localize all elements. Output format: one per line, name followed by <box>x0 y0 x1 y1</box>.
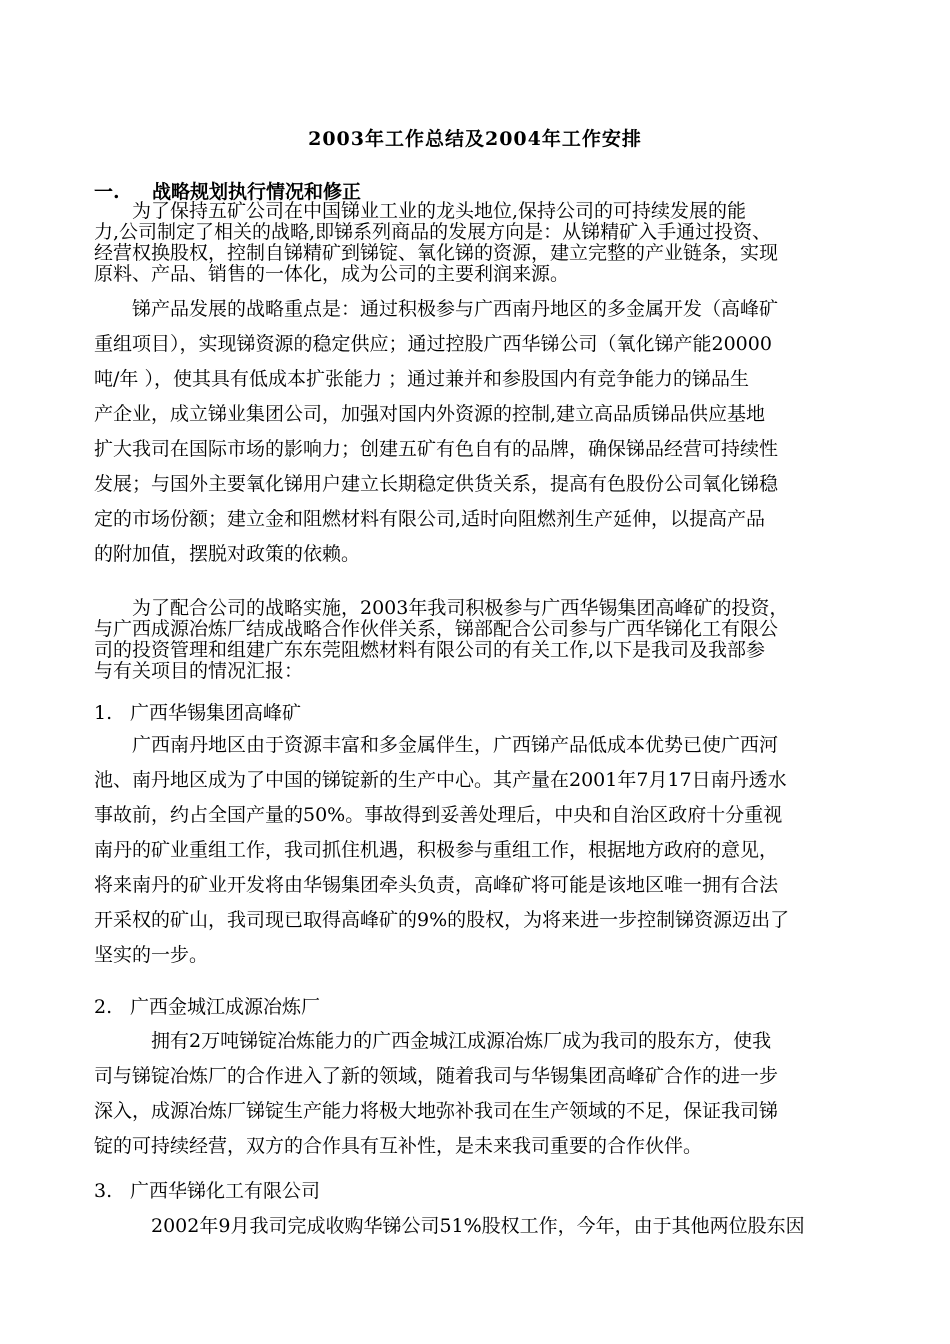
paragraph-strategy-intro <box>94 201 906 285</box>
text-line: 原料、产品、销售的一体化，成为公司的主要利润来源。 <box>94 263 570 285</box>
text-line: 为了保持五矿公司在中国锑业工业的龙头地位,保持公司的可持续发展的能 <box>94 200 747 222</box>
text-line: 司的投资管理和组建广东东莞阻燃材料有限公司的有关工作,以下是我司及我部参 <box>94 639 766 661</box>
item-title: 广西华锡集团高峰矿 <box>130 702 302 724</box>
section-title: 战略规划执行情况和修正 <box>152 181 362 203</box>
item-number: 1. <box>94 702 113 724</box>
text-line: 的附加值，摆脱对政策的依赖。 <box>94 543 361 565</box>
section-number: 一. <box>94 181 120 203</box>
text-line: 与广西成源冶炼厂结成战略合作伙伴关系，锑部配合公司参与广西华锑化工有限公 <box>94 618 779 640</box>
text-line: 广西南丹地区由于资源丰富和多金属伴生，广西锑产品低成本优势已使广西河 <box>94 734 779 756</box>
text-line: 发展；与国外主要氧化锑用户建立长期稳定供货关系，提高有色股份公司氧化锑稳 <box>94 473 779 495</box>
paragraph-2003-projects <box>94 598 906 682</box>
text-line: 为了配合公司的战略实施，2003年我司积极参与广西华锡集团高峰矿的投资， <box>94 597 789 619</box>
text-line: 扩大我司在国际市场的影响力；创建五矿有色自有的品牌，确保锑品经营可持续性 <box>94 438 779 460</box>
paragraph-chengyuan <box>94 1024 906 1164</box>
item-title: 广西金城江成源冶炼厂 <box>130 996 321 1018</box>
text-line: 力,公司制定了相关的战略,即锑系列商品的发展方向是：从锑精矿入手通过投资、 <box>94 221 772 243</box>
text-line: 坚实的一步。 <box>94 944 209 966</box>
paragraph-gaofeng <box>94 728 906 973</box>
text-line: 司与锑锭冶炼厂的合作进入了新的领域，随着我司与华锡集团高峰矿合作的进一步 <box>94 1065 779 1087</box>
item-heading-huati <box>94 1176 320 1203</box>
item-heading-gaofeng <box>94 698 301 725</box>
text-line: 事故前，约占全国产量的50%。事故得到妥善处理后，中央和自治区政府十分重视 <box>94 804 783 826</box>
text-line: 经营权换股权，控制自锑精矿到锑锭、氧化锑的资源，建立完整的产业链条，实现 <box>94 242 779 264</box>
text-line: 南丹的矿业重组工作，我司抓住机遇，积极参与重组工作，根据地方政府的意见， <box>94 839 779 861</box>
text-line: 深入，成源冶炼厂锑锭生产能力将极大地弥补我司在生产领域的不足，保证我司锑 <box>94 1100 779 1122</box>
text-line: 重组项目），实现锑资源的稳定供应；通过控股广西华锑公司（氧化锑产能20000 <box>94 333 772 355</box>
text-line: 锭的可持续经营，双方的合作具有互补性，是未来我司重要的合作伙伴。 <box>94 1135 703 1157</box>
paragraph-strategy-focus <box>94 292 906 572</box>
item-title: 广西华锑化工有限公司 <box>130 1180 321 1202</box>
text-line: 锑产品发展的战略重点是：通过积极参与广西南丹地区的多金属开发（高峰矿 <box>94 298 779 320</box>
item-number: 2. <box>94 996 113 1018</box>
text-line: 拥有2万吨锑锭冶炼能力的广西金城江成源冶炼厂成为我司的股东方，使我 <box>94 1030 772 1052</box>
text-line: 2002年9月我司完成收购华锑公司51%股权工作，今年，由于其他两位股东因 <box>94 1215 805 1237</box>
text-line: 吨/年 ），使其具有低成本扩张能力 ；通过兼并和参股国内有竞争能力的锑品生 <box>94 368 749 390</box>
paragraph-huati <box>94 1209 906 1244</box>
page-title: 2003年工作总结及2004年工作安排 <box>308 128 642 150</box>
item-number: 3. <box>94 1180 113 1202</box>
text-line: 与有关项目的情况汇报： <box>94 660 304 682</box>
text-line: 将来南丹的矿业开发将由华锡集团牵头负责，高峰矿将可能是该地区唯一拥有合法 <box>94 874 779 896</box>
text-line: 产企业，成立锑业集团公司，加强对国内外资源的控制,建立高品质锑品供应基地 <box>94 403 766 425</box>
text-line: 定的市场份额；建立金和阻燃材料有限公司,适时向阻燃剂生产延伸，以提高产品 <box>94 508 766 530</box>
text-line: 池、南丹地区成为了中国的锑锭新的生产中心。其产量在2001年7月17日南丹透水 <box>94 769 787 791</box>
item-heading-chengyuan <box>94 992 320 1019</box>
text-line: 开采权的矿山，我司现已取得高峰矿的9%的股权，为将来进一步控制锑资源迈出了 <box>94 909 790 931</box>
